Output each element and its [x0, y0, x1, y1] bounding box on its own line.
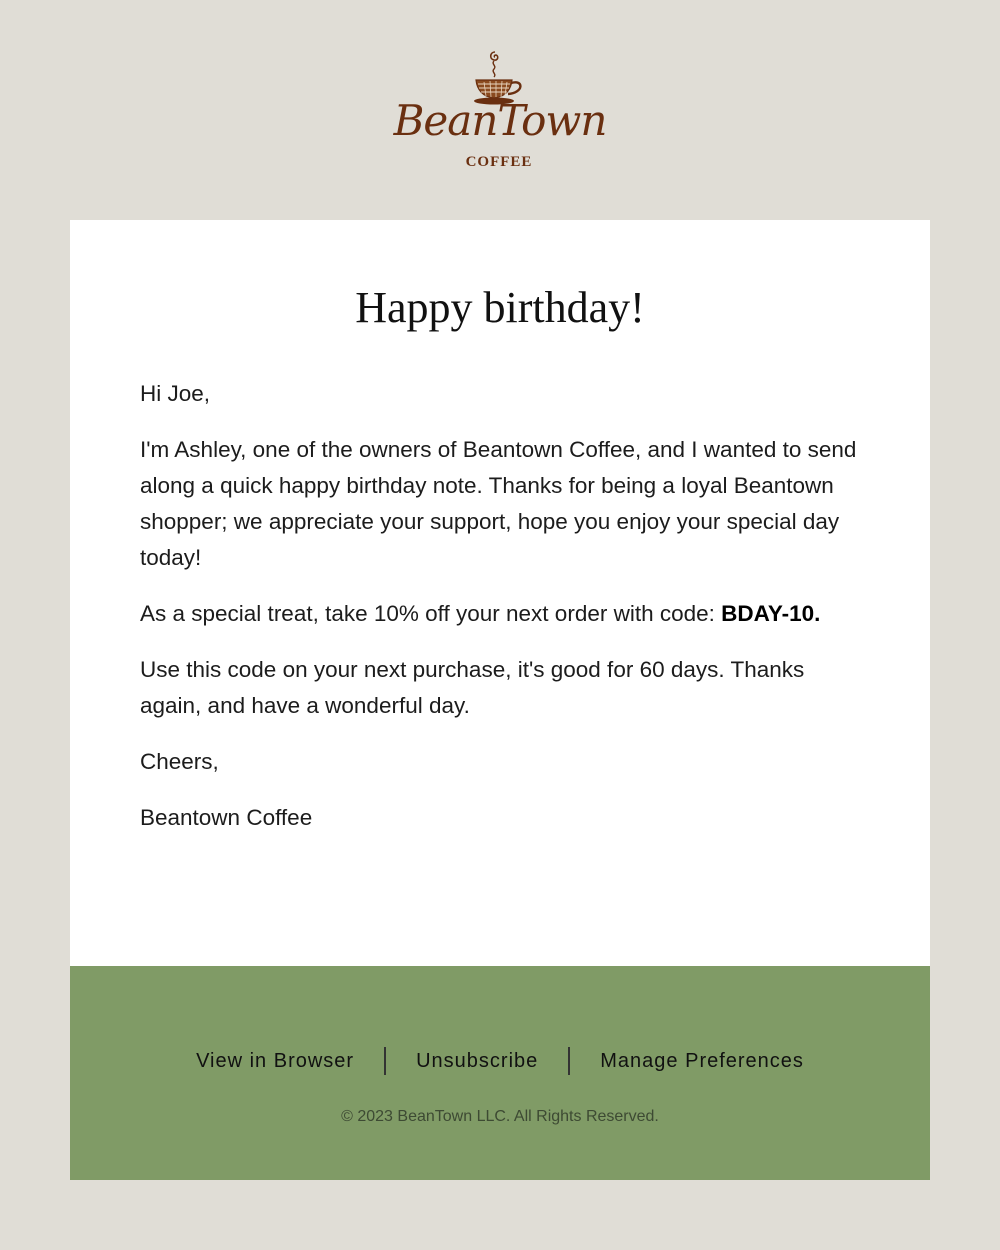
email-card: [70, 220, 930, 966]
paragraph-offer: [140, 596, 870, 632]
email-footer: [70, 966, 930, 1180]
paragraph-details: Use this code on your next purchase, it's good for 60 days. Thanks again, and have a wonderful day.: [140, 657, 805, 718]
signature: Beantown Coffee: [140, 805, 313, 830]
signoff: Cheers,: [140, 749, 219, 774]
email-headline: Happy birthday!: [355, 283, 645, 332]
manage-preferences-link[interactable]: Manage Preferences: [600, 1050, 804, 1072]
greeting: Hi Joe,: [140, 381, 211, 406]
promo-code: BDAY-10.: [721, 601, 821, 626]
unsubscribe-link[interactable]: Unsubscribe: [416, 1050, 539, 1072]
email-header: [0, 0, 1000, 220]
brand-subtitle: COFFEE: [465, 154, 533, 170]
offer-text: As a special treat, take 10% off your next order with code:: [140, 601, 715, 626]
brand-name: BeanTown: [393, 96, 607, 145]
footer-links: [70, 1046, 930, 1076]
copyright-notice: © 2023 BeanTown LLC. All Rights Reserved.: [341, 1108, 659, 1125]
paragraph-intro: I'm Ashley, one of the owners of Beantown Coffee, and I wanted to send along a quick happy birthday note. Thanks for being a loyal Beantown shopper; we appreciate your support, hope you enjoy your special day today!: [140, 437, 857, 570]
email-body: [140, 376, 870, 856]
brand-logo[interactable]: [380, 44, 620, 179]
view-in-browser-link[interactable]: View in Browser: [196, 1050, 355, 1072]
